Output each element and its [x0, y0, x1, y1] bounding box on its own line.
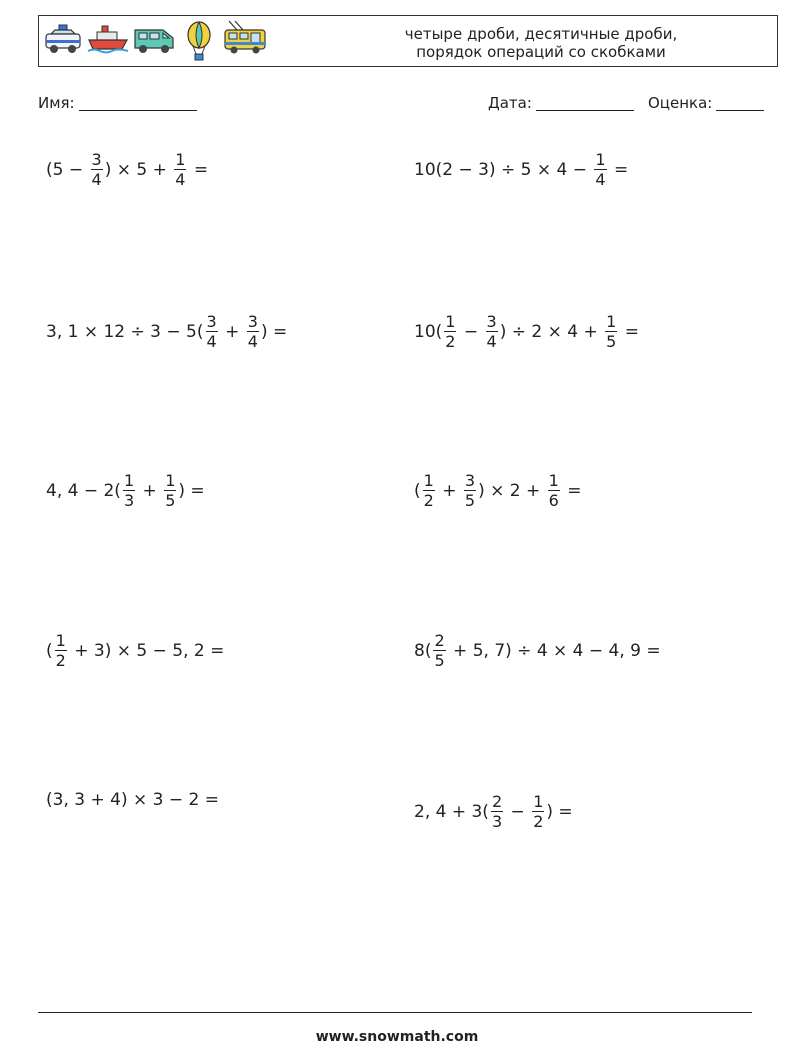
expression-text: ) =: [546, 801, 573, 822]
date-field[interactable]: [488, 94, 634, 112]
fraction: [174, 150, 186, 189]
fraction-numerator: 1: [165, 471, 176, 490]
fraction-numerator: 3: [486, 312, 497, 331]
problem-5: [46, 471, 205, 510]
expression-text: =: [619, 321, 639, 342]
name-blank[interactable]: [79, 96, 197, 111]
fraction-denominator: 4: [175, 170, 186, 189]
fraction-numerator: 3: [206, 312, 217, 331]
worksheet-title: [351, 25, 731, 61]
problem-4: [414, 312, 639, 351]
expression-text: 10(2 − 3) ÷ 5 × 4 −: [414, 159, 593, 180]
problem-3: [46, 312, 287, 351]
fraction-denominator: 4: [91, 170, 102, 189]
footer-site[interactable]: www.snowmath.com: [315, 1029, 479, 1045]
fraction-denominator: 6: [548, 491, 559, 510]
fraction-numerator: 1: [55, 631, 66, 650]
name-field[interactable]: [38, 94, 197, 112]
fraction-numerator: 3: [247, 312, 258, 331]
hot-air-balloon-icon: [185, 20, 213, 64]
expression-text: ) =: [178, 480, 205, 501]
fraction-denominator: 4: [247, 332, 258, 351]
grade-field[interactable]: [648, 94, 764, 112]
fraction-denominator: 5: [464, 491, 476, 510]
expression-text: =: [608, 159, 629, 180]
problem-7: [46, 631, 224, 670]
fraction: [123, 471, 135, 510]
fraction-denominator: 2: [445, 332, 456, 351]
expression-text: ) =: [260, 321, 288, 342]
fraction-denominator: 3: [123, 491, 135, 510]
fraction-numerator: 1: [445, 312, 456, 331]
expression-text: 10(: [414, 321, 443, 342]
ship-icon: [87, 20, 129, 60]
fraction: [247, 312, 259, 351]
police-car-icon: [43, 20, 83, 60]
expression-text: (5 −: [46, 159, 89, 180]
expression-text: (3, 3 + 4) × 3 − 2 =: [46, 790, 219, 810]
fraction: [548, 471, 560, 510]
expression-text: + 5, 7) ÷ 4 × 4 − 4, 9 =: [447, 640, 661, 661]
fraction: [491, 792, 503, 831]
expression-text: +: [436, 480, 462, 501]
title-line-1: четыре дроби, десятичные дроби,: [404, 25, 678, 43]
fraction-denominator: 4: [595, 170, 606, 189]
fraction-numerator: 1: [533, 792, 544, 811]
fraction: [594, 150, 606, 189]
name-label: Имя:: [38, 94, 75, 112]
trolleybus-icon: [223, 20, 269, 60]
expression-text: + 3) × 5 − 5, 2 =: [68, 640, 225, 661]
date-blank[interactable]: [536, 96, 634, 111]
problem-9: [46, 790, 219, 810]
date-label: Дата:: [488, 94, 532, 112]
expression-text: 8(: [414, 640, 432, 661]
problem-6: [414, 471, 581, 510]
expression-text: ) × 2 +: [478, 480, 546, 501]
fraction: [206, 312, 218, 351]
fraction-denominator: 2: [423, 491, 434, 510]
fraction-numerator: 1: [606, 312, 617, 331]
fraction-numerator: 2: [491, 792, 503, 811]
fraction-numerator: 1: [548, 471, 559, 490]
fraction-numerator: 3: [464, 471, 476, 490]
expression-text: 3, 1 × 12 ÷ 3 − 5(: [46, 321, 204, 342]
fraction: [433, 631, 445, 670]
fraction-denominator: 2: [55, 651, 66, 670]
fraction-denominator: 3: [491, 812, 503, 831]
expression-text: 4, 4 − 2(: [46, 480, 121, 501]
fraction: [91, 150, 103, 189]
fraction-denominator: 5: [434, 651, 445, 670]
fraction: [464, 471, 476, 510]
van-icon: [133, 20, 177, 60]
problem-1: [46, 150, 208, 189]
title-line-2: порядок операций со скобками: [416, 43, 666, 61]
fraction-denominator: 4: [206, 332, 217, 351]
expression-text: −: [505, 801, 531, 822]
grade-blank[interactable]: [716, 96, 764, 111]
fraction: [164, 471, 176, 510]
expression-text: (: [46, 640, 53, 661]
fraction-numerator: 1: [423, 471, 434, 490]
fraction-denominator: 2: [533, 812, 544, 831]
fraction: [605, 312, 617, 351]
fraction-numerator: 1: [595, 150, 606, 169]
footer-divider: [38, 1012, 752, 1013]
fraction: [486, 312, 498, 351]
fraction-denominator: 5: [165, 491, 176, 510]
expression-text: +: [137, 480, 163, 501]
fraction-numerator: 1: [123, 471, 135, 490]
expression-text: =: [561, 480, 582, 501]
fraction: [423, 471, 435, 510]
fraction-denominator: 4: [486, 332, 497, 351]
worksheet-header: [38, 15, 778, 67]
fraction-denominator: 5: [606, 332, 617, 351]
grade-label: Оценка:: [648, 94, 713, 112]
fraction: [532, 792, 544, 831]
fraction-numerator: 2: [434, 631, 445, 650]
fraction: [444, 312, 456, 351]
expression-text: 2, 4 + 3(: [414, 801, 489, 822]
fraction-numerator: 1: [175, 150, 186, 169]
problem-10: [414, 792, 573, 831]
expression-text: =: [188, 159, 209, 180]
expression-text: ) × 5 +: [104, 159, 173, 180]
expression-text: −: [458, 321, 484, 342]
expression-text: +: [219, 321, 245, 342]
expression-text: (: [414, 480, 421, 501]
fraction: [55, 631, 67, 670]
expression-text: ) ÷ 2 × 4 +: [499, 321, 604, 342]
problem-2: [414, 150, 628, 189]
fraction-numerator: 3: [91, 150, 102, 169]
problem-8: [414, 631, 661, 670]
